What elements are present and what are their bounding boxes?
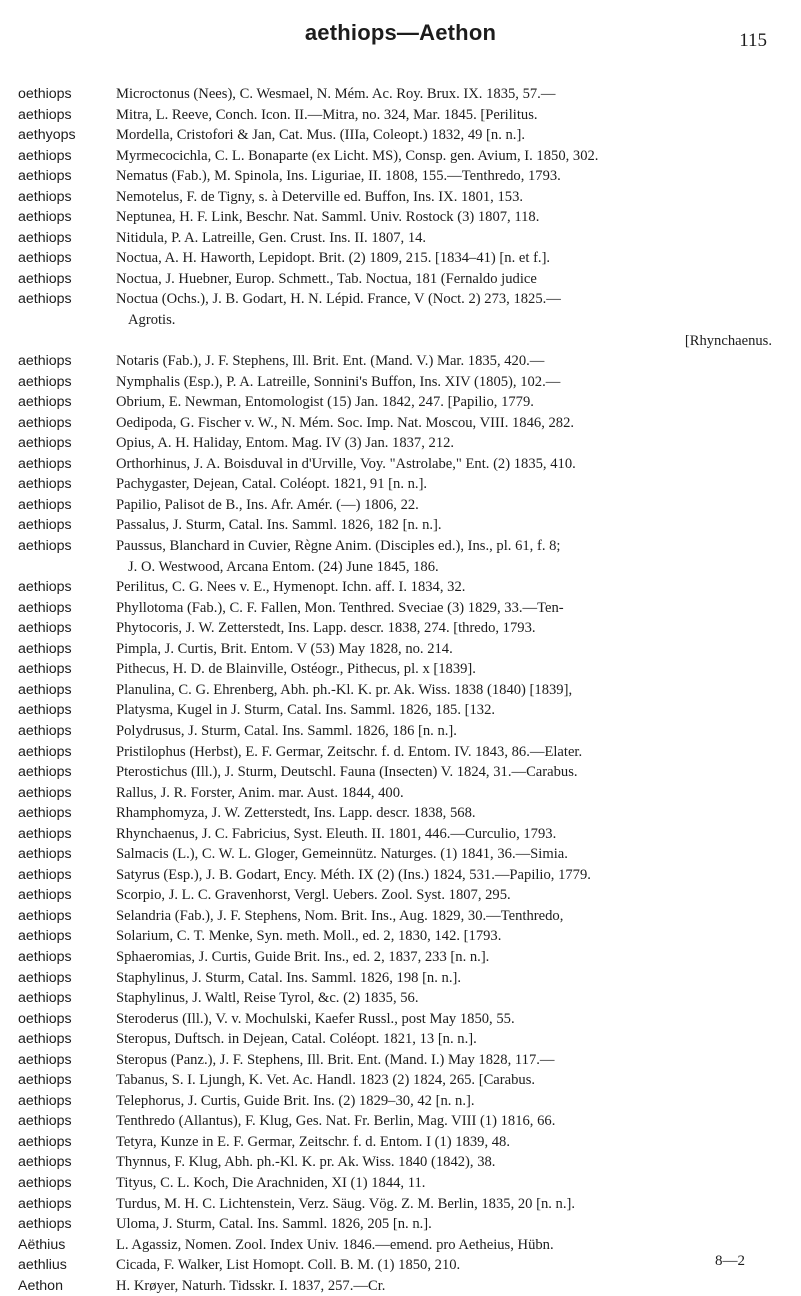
entry-term: aethiops — [18, 681, 72, 698]
index-entry — [18, 885, 786, 906]
citation-line: Noctua, A. H. Haworth, Lepidopt. Brit. (2) 1809, 215. [1834–41) [n. et f.]. — [116, 250, 551, 267]
index-entry — [18, 1029, 786, 1050]
entry-term: aethiops — [18, 1133, 72, 1150]
entry-term: aethiops — [18, 805, 72, 822]
entry-term: aethiops — [18, 928, 72, 945]
entry-citation — [116, 84, 786, 105]
entry-term: aethiops — [18, 866, 72, 883]
entry-term: aethiops — [18, 1195, 72, 1212]
entry-term: aethiops — [18, 270, 72, 287]
citation-line: Noctua, J. Huebner, Europ. Schmett., Tab. Noctua, 181 (Fernaldo judice — [116, 270, 537, 287]
citation-line: Nematus (Fab.), M. Spinola, Ins. Liguriae, II. 1808, 155.—Tenthredo, 1793. — [116, 168, 561, 185]
entry-citation — [116, 947, 786, 968]
index-entry — [18, 166, 786, 187]
entry-citation — [116, 105, 786, 126]
citation-line: Platysma, Kugel in J. Sturm, Catal. Ins. Samml. 1826, 185. [132. — [116, 702, 496, 719]
citation-line: L. Agassiz, Nomen. Zool. Index Univ. 1846.—emend. pro Aetheius, Hübn. — [116, 1236, 554, 1253]
index-entry — [18, 1050, 786, 1071]
citation-line: Oedipoda, G. Fischer v. W., N. Mém. Soc. Imp. Nat. Moscou, VIII. 1846, 282. — [116, 414, 575, 431]
entry-term: aethiops — [18, 1072, 72, 1089]
citation-line: Turdus, M. H. C. Lichtenstein, Verz. Säug. Vög. Z. M. Berlin, 1835, 20 [n. n.]. — [116, 1195, 576, 1212]
citation-line: Tityus, C. L. Koch, Die Arachniden, XI (1) 1844, 11. — [116, 1174, 426, 1191]
index-entry — [18, 1235, 786, 1256]
citation-line: Perilitus, C. G. Nees v. E., Hymenopt. Ichn. aff. I. 1834, 32. — [116, 579, 466, 596]
entry-citation — [116, 1214, 786, 1235]
entry-term: aethiops — [18, 764, 72, 781]
entry-term: aethiops — [18, 455, 72, 472]
entry-term: aethiops — [18, 538, 72, 555]
entry-term: aethiops — [18, 496, 72, 513]
index-entry — [18, 762, 786, 783]
index-entry — [18, 228, 786, 249]
citation-line: Rallus, J. R. Forster, Anim. mar. Aust. 1844, 400. — [116, 784, 404, 801]
entry-citation — [116, 885, 786, 906]
entry-citation — [116, 968, 786, 989]
entry-citation — [116, 187, 786, 208]
index-entry — [18, 598, 786, 619]
entry-term: aethiops — [18, 722, 72, 739]
index-entry — [18, 1173, 786, 1194]
entry-citation — [116, 742, 786, 763]
index-entry — [18, 84, 786, 105]
entry-term: aethiops — [18, 846, 72, 863]
entry-term: aethiops — [18, 209, 72, 226]
index-entry — [18, 289, 786, 351]
index-entry — [18, 803, 786, 824]
citation-line: Opius, A. H. Haliday, Entom. Mag. IV (3) Jan. 1837, 212. — [116, 435, 455, 452]
entry-term: aethiops — [18, 1154, 72, 1171]
entry-term: aethiops — [18, 168, 72, 185]
entry-citation — [116, 639, 786, 660]
citation-line: Telephorus, J. Curtis, Guide Brit. Ins. (2) 1829–30, 42 [n. n.]. — [116, 1092, 475, 1109]
entry-term: aethiops — [18, 1174, 72, 1191]
entry-term: oethiops — [18, 86, 72, 102]
index-entry — [18, 824, 786, 845]
entry-citation — [116, 228, 786, 249]
citation-line: Scorpio, J. L. C. Gravenhorst, Vergl. Uebers. Zool. Syst. 1807, 295. — [116, 887, 511, 904]
citation-line: Steropus (Panz.), J. F. Stephens, Ill. Brit. Ent. (Mand. I.) May 1828, 117.— — [116, 1051, 555, 1068]
citation-line: Microctonus (Nees), C. Wesmael, N. Mém. Ac. Roy. Brux. IX. 1835, 57.— — [116, 86, 556, 102]
entry-term: aethiops — [18, 620, 72, 637]
entry-term: aethiops — [18, 907, 72, 924]
entry-citation — [116, 433, 786, 454]
citation-line: Pterostichus (Ill.), J. Sturm, Deutschl. Fauna (Insecten) V. 1824, 31.—Carabus. — [116, 764, 578, 781]
entry-term: aethiops — [18, 743, 72, 760]
entry-citation — [116, 783, 786, 804]
entry-citation — [116, 577, 786, 598]
page-number: 115 — [739, 30, 767, 51]
index-entry-list — [18, 84, 786, 1296]
entry-term: aethiops — [18, 291, 72, 308]
citation-line: Nitidula, P. A. Latreille, Gen. Crust. Ins. II. 1807, 14. — [116, 229, 427, 246]
citation-line: Passalus, J. Sturm, Catal. Ins. Samml. 1826, 182 [n. n.]. — [116, 517, 442, 534]
index-entry — [18, 659, 786, 680]
citation-line: Agrotis. — [128, 312, 176, 329]
citation-line: Papilio, Palisot de B., Ins. Afr. Amér. (—) 1806, 22. — [116, 496, 419, 513]
index-entry — [18, 269, 786, 290]
entry-term: aethiops — [18, 1113, 72, 1130]
entry-citation — [116, 865, 786, 886]
index-entry — [18, 1070, 786, 1091]
index-entry — [18, 536, 786, 577]
index-entry — [18, 865, 786, 886]
entry-term: aethiops — [18, 394, 72, 411]
entry-term: aethiops — [18, 990, 72, 1007]
entry-citation — [116, 1276, 786, 1296]
citation-line: Pristilophus (Herbst), E. F. Germar, Zeitschr. f. d. Entom. IV. 1843, 86.—Elater. — [116, 743, 583, 760]
citation-line: Phyllotoma (Fab.), C. F. Fallen, Mon. Tenthred. Sveciae (3) 1829, 33.—Ten- — [116, 599, 564, 616]
entry-term: aethiops — [18, 353, 72, 370]
index-entry — [18, 207, 786, 228]
entry-citation — [116, 1009, 786, 1030]
entry-citation — [116, 988, 786, 1009]
entry-term: aethiops — [18, 435, 72, 452]
entry-citation — [116, 824, 786, 845]
index-entry — [18, 680, 786, 701]
citation-line: Tenthredo (Allantus), F. Klug, Ges. Nat. Fr. Berlin, Mag. VIII (1) 1816, 66. — [116, 1113, 556, 1130]
citation-line: Tabanus, S. I. Ljungh, K. Vet. Ac. Handl. 1823 (2) 1824, 265. [Carabus. — [116, 1072, 536, 1089]
citation-line: J. O. Westwood, Arcana Entom. (24) June 1845, 186. — [128, 558, 439, 575]
entry-term: aethiops — [18, 579, 72, 596]
entry-citation — [116, 721, 786, 742]
running-title: aethiops—Aethon — [304, 20, 497, 45]
entry-citation — [116, 454, 786, 475]
index-entry — [18, 433, 786, 454]
entry-term: aethlius — [18, 1257, 67, 1274]
citation-line: Cicada, F. Walker, List Homopt. Coll. B. M. (1) 1850, 210. — [116, 1257, 461, 1274]
entry-term: Aethon — [18, 1277, 63, 1294]
index-entry — [18, 187, 786, 208]
index-entry — [18, 742, 786, 763]
entry-citation — [116, 1235, 786, 1256]
entry-citation — [116, 413, 786, 434]
citation-line: Solarium, C. T. Menke, Syn. meth. Moll., ed. 2, 1830, 142. [1793. — [116, 928, 502, 945]
citation-line: Pithecus, H. D. de Blainville, Ostéogr., Pithecus, pl. x [1839]. — [116, 661, 476, 678]
index-entry — [18, 454, 786, 475]
index-entry — [18, 577, 786, 598]
entry-citation — [116, 392, 786, 413]
entry-citation — [116, 1132, 786, 1153]
citation-line: Paussus, Blanchard in Cuvier, Règne Anim. (Disciples ed.), Ins., pl. 61, f. 8; — [116, 538, 561, 555]
index-entry — [18, 783, 786, 804]
citation-line: Nymphalis (Esp.), P. A. Latreille, Sonnini's Buffon, Ins. XIV (1805), 102.— — [116, 373, 561, 390]
entry-term: aethiops — [18, 1216, 72, 1233]
citation-line: H. Krøyer, Naturh. Tidsskr. I. 1837, 257.—Cr. — [116, 1277, 386, 1294]
citation-line: Neptunea, H. F. Link, Beschr. Nat. Samml. Univ. Rostock (3) 1807, 118. — [116, 209, 540, 226]
index-entry — [18, 926, 786, 947]
entry-citation — [116, 515, 786, 536]
entry-citation — [116, 1194, 786, 1215]
entry-term: aethiops — [18, 948, 72, 965]
entry-term: aethiops — [18, 1051, 72, 1068]
entry-citation — [116, 146, 786, 167]
citation-line: Sphaeromias, J. Curtis, Guide Brit. Ins., ed. 2, 1837, 233 [n. n.]. — [116, 948, 490, 965]
citation-line: Myrmecocichla, C. L. Bonaparte (ex Licht. MS), Consp. gen. Avium, I. 1850, 302. — [116, 147, 599, 164]
entry-term: aethiops — [18, 517, 72, 534]
entry-term: aethiops — [18, 229, 72, 246]
entry-citation — [116, 659, 786, 680]
index-entry — [18, 413, 786, 434]
index-entry — [18, 125, 786, 146]
citation-line: [Rhynchaenus. — [684, 332, 772, 349]
entry-term: aethyops — [18, 127, 76, 144]
citation-line: Tetyra, Kunze in E. F. Germar, Zeitschr. f. d. Entom. I (1) 1839, 48. — [116, 1133, 510, 1150]
index-entry — [18, 1009, 786, 1030]
index-entry — [18, 392, 786, 413]
entry-term: Aëthius — [18, 1236, 66, 1253]
index-entry — [18, 495, 786, 516]
citation-line: Selandria (Fab.), J. F. Stephens, Nom. Brit. Ins., Aug. 1829, 30.—Tenthredo, — [116, 907, 564, 924]
entry-citation — [116, 536, 786, 577]
entry-citation — [116, 166, 786, 187]
index-entry — [18, 474, 786, 495]
index-entry — [18, 146, 786, 167]
index-entry — [18, 968, 786, 989]
citation-line: Uloma, J. Sturm, Catal. Ins. Samml. 1826, 205 [n. n.]. — [116, 1216, 432, 1233]
citation-line: Orthorhinus, J. A. Boisduval in d'Urville, Voy. "Astrolabe," Ent. (2) 1835, 410. — [116, 455, 576, 472]
index-entry — [18, 721, 786, 742]
index-entry — [18, 906, 786, 927]
citation-line: Staphylinus, J. Sturm, Catal. Ins. Samml. 1826, 198 [n. n.]. — [116, 969, 461, 986]
entry-citation — [116, 351, 786, 372]
citation-line: Obrium, E. Newman, Entomologist (15) Jan. 1842, 247. [Papilio, 1779. — [116, 394, 534, 411]
index-entry — [18, 1276, 786, 1296]
entry-term: aethiops — [18, 414, 72, 431]
entry-term: aethiops — [18, 250, 72, 267]
entry-term: aethiops — [18, 640, 72, 657]
citation-line: Steropus, Duftsch. in Dejean, Catal. Coléopt. 1821, 13 [n. n.]. — [116, 1031, 477, 1048]
citation-line: Polydrusus, J. Sturm, Catal. Ins. Samml. 1826, 186 [n. n.]. — [116, 722, 457, 739]
index-entry — [18, 700, 786, 721]
citation-line: Mordella, Cristofori & Jan, Cat. Mus. (IIIa, Coleopt.) 1832, 49 [n. n.]. — [116, 127, 525, 144]
entry-term: aethiops — [18, 106, 72, 123]
entry-citation — [116, 680, 786, 701]
index-entry — [18, 1152, 786, 1173]
entry-term: aethiops — [18, 188, 72, 205]
entry-citation — [116, 844, 786, 865]
entry-citation — [116, 1173, 786, 1194]
entry-term: aethiops — [18, 147, 72, 164]
entry-term: oethiops — [18, 1010, 72, 1027]
entry-citation — [116, 289, 786, 351]
citation-line: Satyrus (Esp.), J. B. Godart, Ency. Méth. IX (2) (Ins.) 1824, 531.—Papilio, 1779. — [116, 866, 591, 883]
signature-mark: 8—2 — [715, 1253, 745, 1269]
citation-line: Nemotelus, F. de Tigny, s. à Deterville ed. Buffon, Ins. IX. 1801, 153. — [116, 188, 524, 205]
entry-citation — [116, 1029, 786, 1050]
citation-line: Phytocoris, J. W. Zetterstedt, Ins. Lapp. descr. 1838, 274. [thredo, 1793. — [116, 620, 536, 637]
entry-term: aethiops — [18, 476, 72, 493]
citation-line: Notaris (Fab.), J. F. Stephens, Ill. Brit. Ent. (Mand. V.) Mar. 1835, 420.— — [116, 353, 545, 370]
index-entry — [18, 947, 786, 968]
citation-line: Rhamphomyza, J. W. Zetterstedt, Ins. Lapp. descr. 1838, 568. — [116, 805, 476, 822]
index-entry — [18, 248, 786, 269]
entry-citation — [116, 495, 786, 516]
citation-line: Thynnus, F. Klug, Abh. ph.-Kl. K. pr. Ak. Wiss. 1840 (1842), 38. — [116, 1154, 496, 1171]
index-entry — [18, 844, 786, 865]
entry-citation — [116, 474, 786, 495]
entry-citation — [116, 906, 786, 927]
entry-citation — [116, 207, 786, 228]
index-entry — [18, 515, 786, 536]
index-entry — [18, 1214, 786, 1235]
entry-citation — [116, 1152, 786, 1173]
entry-term: aethiops — [18, 1031, 72, 1048]
entry-term: aethiops — [18, 373, 72, 390]
citation-line: Pachygaster, Dejean, Catal. Coléopt. 1821, 91 [n. n.]. — [116, 476, 428, 493]
index-entry — [18, 105, 786, 126]
entry-citation — [116, 926, 786, 947]
entry-citation — [116, 1111, 786, 1132]
index-entry — [18, 1255, 786, 1276]
entry-term: aethiops — [18, 661, 72, 678]
entry-citation — [116, 618, 786, 639]
entry-citation — [116, 1070, 786, 1091]
entry-term: aethiops — [18, 1092, 72, 1109]
entry-term: aethiops — [18, 887, 72, 904]
citation-line: Steroderus (Ill.), V. v. Mochulski, Kaefer Russl., post May 1850, 55. — [116, 1010, 515, 1027]
entry-term: aethiops — [18, 969, 72, 986]
entry-citation — [116, 1050, 786, 1071]
index-entry — [18, 618, 786, 639]
index-entry — [18, 351, 786, 372]
entry-citation — [116, 372, 786, 393]
entry-citation — [116, 762, 786, 783]
entry-citation — [116, 1091, 786, 1112]
entry-citation — [116, 700, 786, 721]
entry-term: aethiops — [18, 599, 72, 616]
page-header — [0, 14, 801, 74]
citation-line: Pimpla, J. Curtis, Brit. Entom. V (53) May 1828, no. 214. — [116, 640, 453, 657]
citation-line: Mitra, L. Reeve, Conch. Icon. II.—Mitra, no. 324, Mar. 1845. [Perilitus. — [116, 106, 538, 123]
citation-line: Salmacis (L.), C. W. L. Gloger, Gemeinnütz. Naturges. (1) 1841, 36.—Simia. — [116, 846, 568, 863]
citation-line: Rhynchaenus, J. C. Fabricius, Syst. Eleuth. II. 1801, 446.—Curculio, 1793. — [116, 825, 557, 842]
entry-citation — [116, 125, 786, 146]
entry-term: aethiops — [18, 702, 72, 719]
entry-term: aethiops — [18, 825, 72, 842]
index-entry — [18, 639, 786, 660]
index-entry — [18, 988, 786, 1009]
entry-citation — [116, 269, 786, 290]
entry-citation — [116, 248, 786, 269]
entry-citation — [116, 803, 786, 824]
entry-citation — [116, 1255, 786, 1276]
citation-line: Noctua (Ochs.), J. B. Godart, H. N. Lépid. France, V (Noct. 2) 273, 1825.— — [116, 291, 561, 308]
entry-term: aethiops — [18, 784, 72, 801]
entry-citation — [116, 598, 786, 619]
index-entry — [18, 1132, 786, 1153]
index-entry — [18, 1091, 786, 1112]
index-entry — [18, 372, 786, 393]
citation-line: Planulina, C. G. Ehrenberg, Abh. ph.-Kl. K. pr. Ak. Wiss. 1838 (1840) [1839], — [116, 681, 573, 698]
index-entry — [18, 1111, 786, 1132]
index-entry — [18, 1194, 786, 1215]
citation-line: Staphylinus, J. Waltl, Reise Tyrol, &c. (2) 1835, 56. — [116, 990, 419, 1007]
